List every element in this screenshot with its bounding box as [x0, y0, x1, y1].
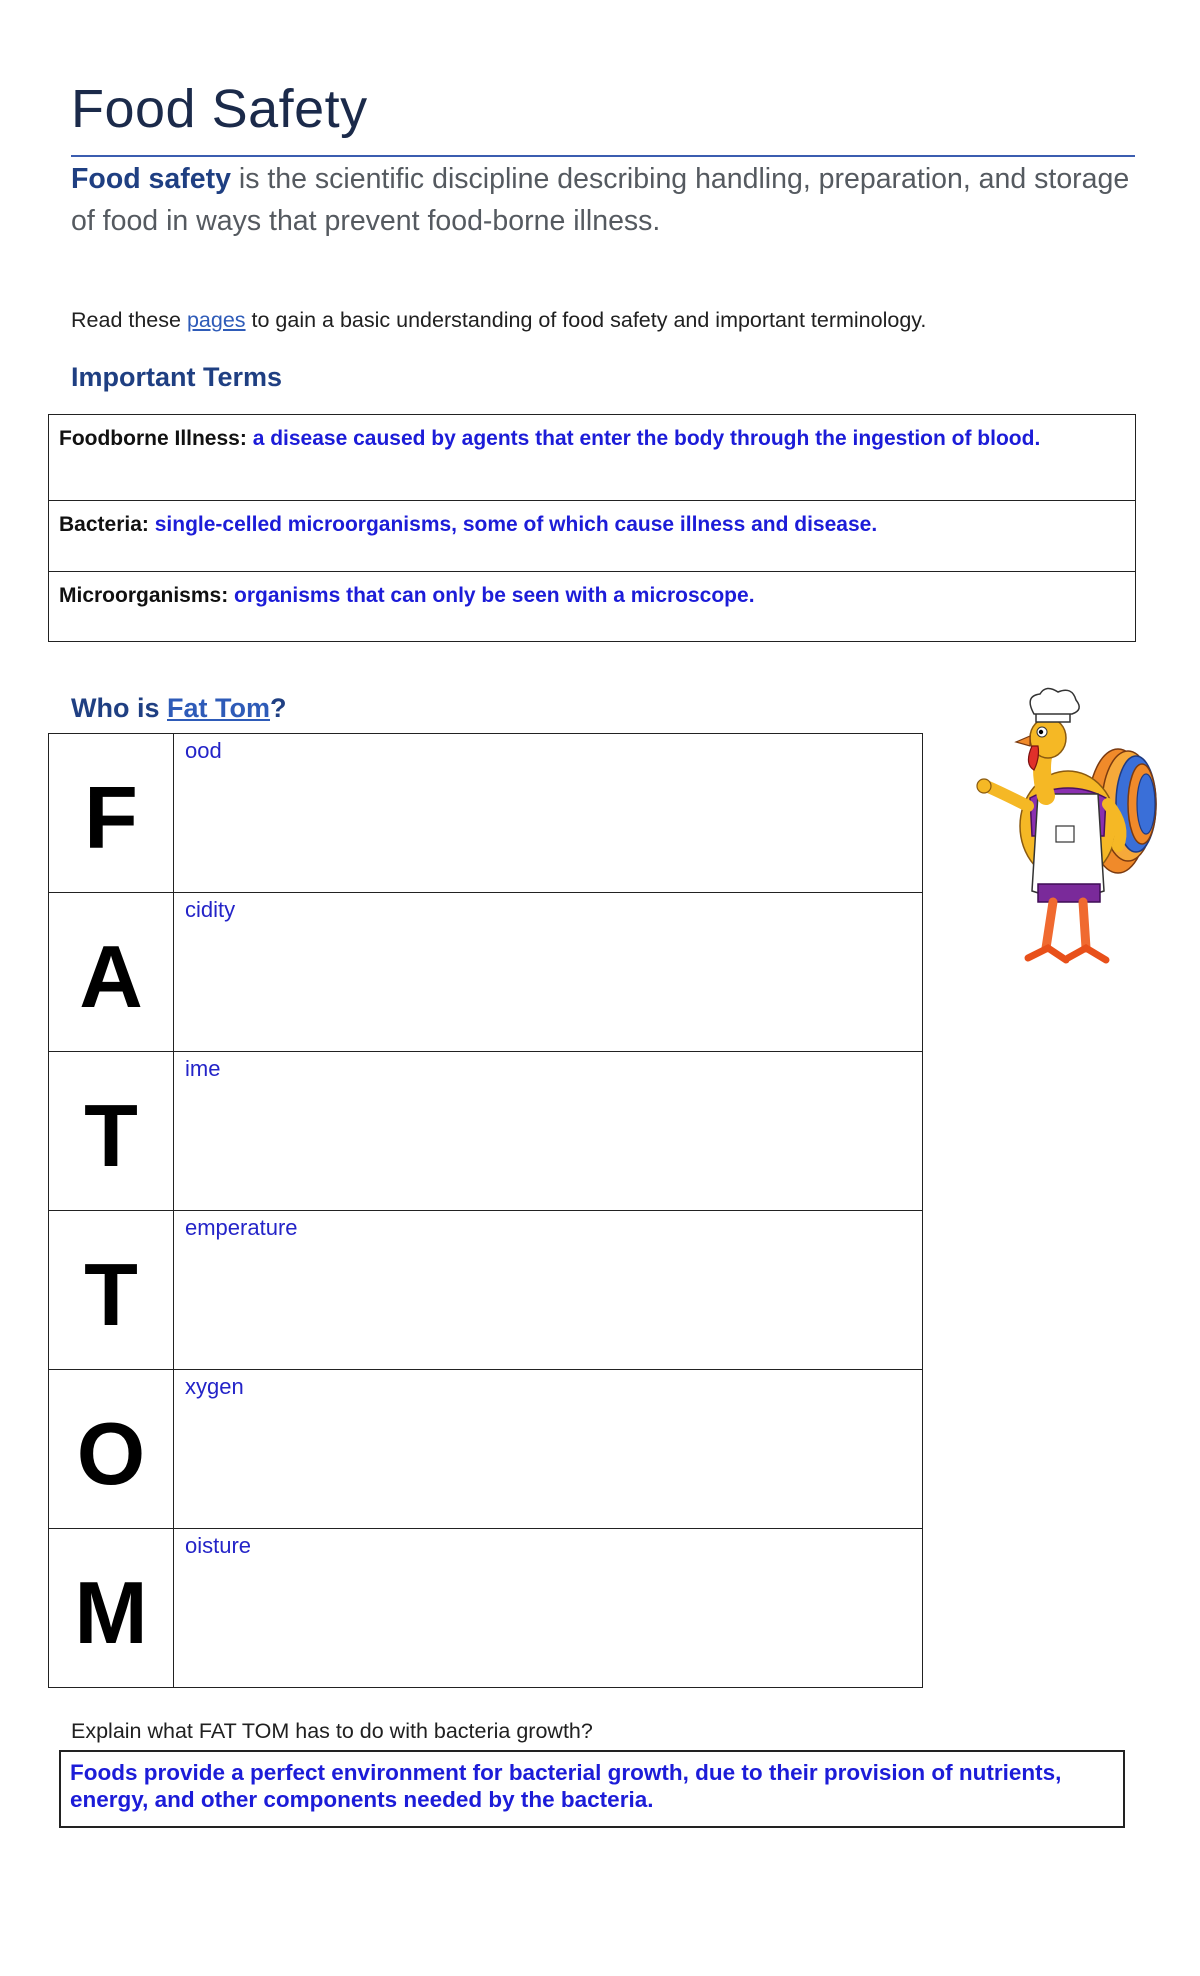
- question-text: Explain what FAT TOM has to do with bacteria growth?: [71, 1719, 593, 1743]
- intro-term: Food safety: [71, 163, 231, 195]
- fat-tom-heading-before: Who is: [71, 693, 167, 723]
- fat-tom-row-moisture: [49, 1529, 922, 1687]
- fat-tom-row-time: [49, 1052, 922, 1211]
- reading-instruction: [71, 308, 926, 333]
- fat-tom-letter: T: [49, 1211, 174, 1369]
- page-title: Food Safety: [71, 79, 368, 139]
- fat-tom-letter: A: [49, 893, 174, 1051]
- fat-tom-heading-after: ?: [270, 693, 287, 723]
- fat-tom-word[interactable]: ime: [185, 1056, 221, 1081]
- terms-table: [48, 414, 1136, 642]
- term-definition[interactable]: single-celled microorganisms, some of which cause illness and disease.: [154, 513, 878, 536]
- fat-tom-word[interactable]: xygen: [185, 1374, 244, 1399]
- read-before: Read these: [71, 308, 187, 332]
- term-row-foodborne-illness: [49, 415, 1135, 501]
- fat-tom-letter: F: [49, 734, 174, 892]
- fat-tom-row-oxygen: [49, 1370, 922, 1529]
- fat-tom-word[interactable]: cidity: [185, 897, 236, 922]
- intro-paragraph: [71, 158, 1151, 242]
- term-label: Foodborne Illness:: [59, 427, 247, 450]
- important-terms-heading: Important Terms: [71, 362, 283, 392]
- answer-box[interactable]: Foods provide a perfect environment for bacterial growth, due to their provision of nutrients, energy, and other components needed by the bacteria.: [59, 1750, 1125, 1828]
- term-label: Bacteria:: [59, 513, 149, 536]
- fat-tom-table: [48, 733, 923, 1688]
- fat-tom-row-food: [49, 734, 922, 893]
- chef-turkey-icon: [968, 686, 1168, 990]
- fat-tom-letter: T: [49, 1052, 174, 1210]
- read-after: to gain a basic understanding of food safety and important terminology.: [245, 308, 927, 332]
- intro-text: is the scientific discipline describing handling, preparation, and storage of food in ways that prevent food-borne illness.: [71, 163, 1130, 237]
- title-divider: [71, 155, 1135, 157]
- fat-tom-letter: M: [49, 1529, 174, 1687]
- fat-tom-letter: O: [49, 1370, 174, 1528]
- fat-tom-link[interactable]: Fat Tom: [167, 693, 270, 723]
- term-row-microorganisms: [49, 572, 1135, 641]
- term-definition[interactable]: a disease caused by agents that enter the body through the ingestion of blood.: [252, 427, 1041, 450]
- fat-tom-row-acidity: [49, 893, 922, 1052]
- pages-link[interactable]: pages: [186, 308, 246, 332]
- fat-tom-row-temperature: [49, 1211, 922, 1370]
- term-definition[interactable]: organisms that can only be seen with a microscope.: [234, 584, 755, 607]
- fat-tom-word[interactable]: ood: [185, 738, 222, 763]
- fat-tom-word[interactable]: emperature: [185, 1215, 298, 1240]
- term-row-bacteria: [49, 501, 1135, 572]
- term-label: Microorganisms:: [59, 584, 229, 607]
- fat-tom-heading: [71, 693, 287, 724]
- fat-tom-word[interactable]: oisture: [185, 1533, 252, 1558]
